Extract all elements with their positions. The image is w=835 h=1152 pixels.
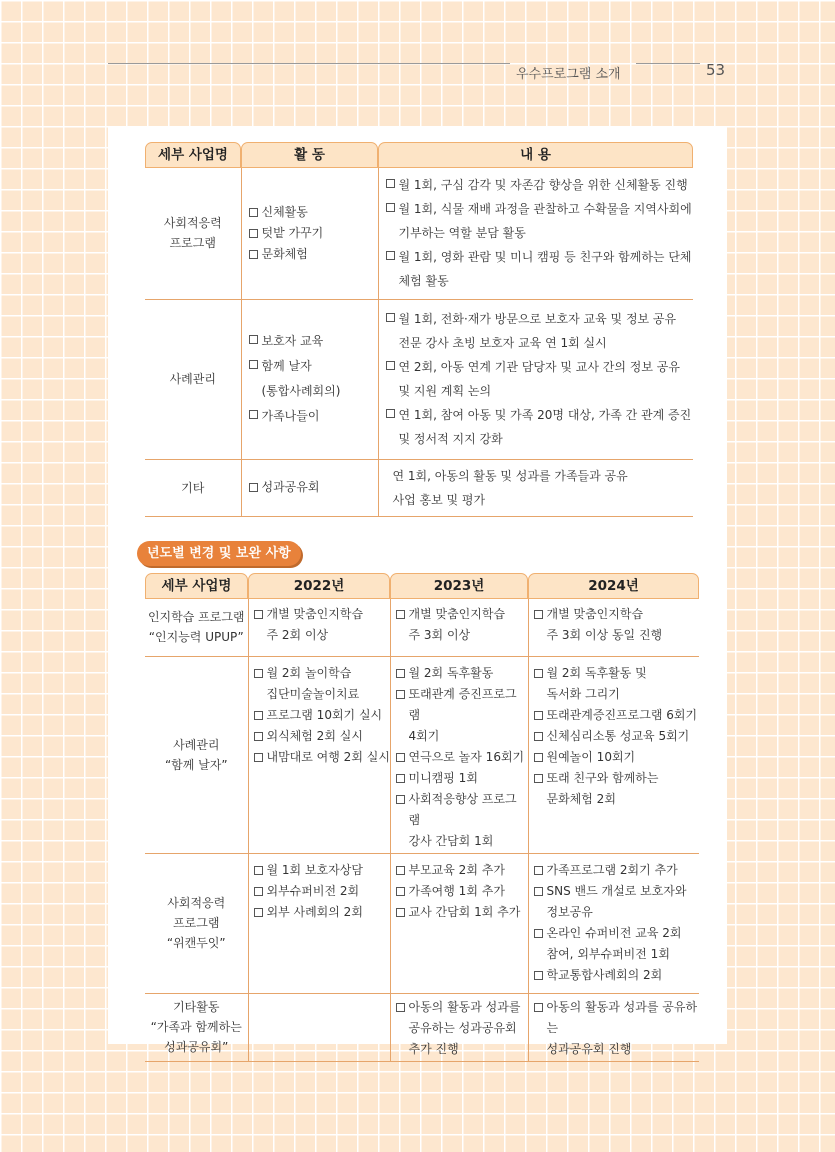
list-item: 월 1회 보호자상담 bbox=[253, 860, 389, 881]
list-item: 신체활동 bbox=[248, 202, 377, 223]
list-item: 학교통합사례회의 2회 bbox=[533, 965, 699, 986]
contents-cell bbox=[378, 459, 693, 516]
list-item: 텃밭 가꾸기 bbox=[248, 223, 377, 244]
list-item: 프로그램 10회기 실시 bbox=[253, 705, 389, 726]
year-2023-cell bbox=[390, 853, 528, 993]
list-item: 가족여행 1회 추가 bbox=[395, 881, 527, 902]
list-item: 월 1회, 식물 재배 과정을 관찰하고 수확물을 지역사회에 기부하는 역할 분담 활동 bbox=[385, 197, 693, 245]
activities-cell bbox=[241, 168, 378, 299]
program-name: 사례관리 “함께 날자” bbox=[145, 656, 248, 853]
list-item: 개별 맞춤인지학습 주 3회 이상 동일 진행 bbox=[533, 604, 699, 646]
table-row bbox=[145, 168, 693, 299]
list-item: 개별 맞춤인지학습 주 2회 이상 bbox=[253, 604, 389, 646]
list-item: 또래관계 증진프로그램 4회기 bbox=[395, 684, 527, 747]
table-row bbox=[145, 853, 699, 993]
program-name: 기타 bbox=[145, 459, 241, 516]
list-item: 보호자 교육 bbox=[248, 329, 377, 354]
table-row bbox=[145, 993, 699, 1061]
contents-cell bbox=[378, 299, 693, 459]
list-item: 내맘대로 여행 2회 실시 bbox=[253, 747, 389, 768]
program-name: 사회적응력 프로그램 “위캔두잇” bbox=[145, 853, 248, 993]
list-item: 아동의 활동과 성과를 공유하는 성과공유회 추가 진행 bbox=[395, 997, 527, 1060]
list-item: 부모교육 2회 추가 bbox=[395, 860, 527, 881]
program-table bbox=[145, 142, 693, 517]
list-item: 사회적응향상 프로그램 강사 간담회 1회 bbox=[395, 789, 527, 852]
table-row bbox=[145, 299, 693, 459]
year-2023-cell bbox=[390, 656, 528, 853]
header-cell: 2024년 bbox=[528, 573, 699, 599]
header-cell: 2022년 bbox=[248, 573, 390, 599]
contents-cell bbox=[378, 168, 693, 299]
list-item: 연극으로 놀자 16회기 bbox=[395, 747, 527, 768]
list-item: 원예놀이 10회기 bbox=[533, 747, 699, 768]
header-cell: 세부 사업명 bbox=[145, 142, 241, 168]
activities-cell bbox=[241, 459, 378, 516]
year-2023-cell bbox=[390, 993, 528, 1061]
list-item: 외부 사례회의 2회 bbox=[253, 902, 389, 923]
list-item: 교사 간담회 1회 추가 bbox=[395, 902, 527, 923]
list-item: 함께 날자 (통합사례회의) bbox=[248, 354, 377, 404]
list-item: 월 2회 독후활동 및 독서화 그리기 bbox=[533, 663, 699, 705]
activities-cell bbox=[241, 299, 378, 459]
program-name: 사회적응력 프로그램 bbox=[145, 168, 241, 299]
year-2022-cell bbox=[248, 656, 390, 853]
list-item: 가족나들이 bbox=[248, 404, 377, 429]
list-item: 또래 친구와 함께하는 문화체험 2회 bbox=[533, 768, 699, 810]
list-item: 연 2회, 아동 연계 기관 담당자 및 교사 간의 정보 공유 및 지원 계획 논의 bbox=[385, 355, 693, 403]
list-item: 가족프로그램 2회기 추가 bbox=[533, 860, 699, 881]
header-cell: 활 동 bbox=[241, 142, 378, 168]
table-row bbox=[145, 656, 699, 853]
year-2022-cell bbox=[248, 853, 390, 993]
table-row bbox=[145, 459, 693, 516]
page-number: 53 bbox=[706, 61, 726, 79]
section-heading: 년도별 변경 및 보완 사항 bbox=[137, 541, 301, 566]
header-rule-left bbox=[108, 63, 510, 64]
program-name: 인지학습 프로그램 “인지능력 UPUP” bbox=[145, 599, 248, 656]
list-item: 미니캠핑 1회 bbox=[395, 768, 527, 789]
list-item: 외부슈퍼비전 2회 bbox=[253, 881, 389, 902]
year-2024-cell bbox=[528, 853, 699, 993]
header-cell: 세부 사업명 bbox=[145, 573, 248, 599]
header-rule-right bbox=[636, 63, 700, 64]
list-item: SNS 밴드 개설로 보호자와 정보공유 bbox=[533, 881, 699, 923]
list-item: 성과공유회 bbox=[248, 477, 377, 498]
list-item: 월 2회 놀이학습 집단미술놀이치료 bbox=[253, 663, 389, 705]
list-item: 월 1회, 구심 감각 및 자존감 향상을 위한 신체활동 진행 bbox=[385, 173, 693, 197]
list-item: 또래관계증진프로그램 6회기 bbox=[533, 705, 699, 726]
list-item: 월 1회, 영화 관람 및 미니 캠핑 등 친구와 함께하는 단체 체험 활동 bbox=[385, 245, 693, 293]
list-item: 문화체험 bbox=[248, 244, 377, 265]
header-cell: 내 용 bbox=[378, 142, 693, 168]
table-row bbox=[145, 599, 699, 656]
year-2024-cell bbox=[528, 599, 699, 656]
list-item: 외식체험 2회 실시 bbox=[253, 726, 389, 747]
program-name: 사례관리 bbox=[145, 299, 241, 459]
yearly-changes-table bbox=[145, 573, 699, 1062]
list-item: 온라인 슈퍼비전 교육 2회 참여, 외부슈퍼비전 1회 bbox=[533, 923, 699, 965]
list-item: 월 1회, 전화·재가 방문으로 보호자 교육 및 정보 공유 전문 강사 초빙 보호자 교육 연 1회 실시 bbox=[385, 307, 693, 355]
list-item: 아동의 활동과 성과를 공유하는 성과공유회 진행 bbox=[533, 997, 699, 1060]
year-2023-cell bbox=[390, 599, 528, 656]
header-cell: 2023년 bbox=[390, 573, 528, 599]
list-item: 월 2회 독후활동 bbox=[395, 663, 527, 684]
year-2024-cell bbox=[528, 993, 699, 1061]
content-text: 연 1회, 아동의 활동 및 성과를 가족들과 공유 사업 홍보 및 평가 bbox=[392, 468, 628, 507]
list-item: 연 1회, 참여 아동 및 가족 20명 대상, 가족 간 관계 증진 및 정서적 지지 강화 bbox=[385, 403, 693, 451]
year-2024-cell bbox=[528, 656, 699, 853]
year-2022-cell bbox=[248, 993, 390, 1061]
list-item: 신체심리소통 성교육 5회기 bbox=[533, 726, 699, 747]
program-name: 기타활동 “가족과 함께하는 성과공유회” bbox=[145, 993, 248, 1061]
year-2022-cell bbox=[248, 599, 390, 656]
list-item: 개별 맞춤인지학습 주 3회 이상 bbox=[395, 604, 527, 646]
section-title: 우수프로그램 소개 bbox=[516, 67, 621, 82]
